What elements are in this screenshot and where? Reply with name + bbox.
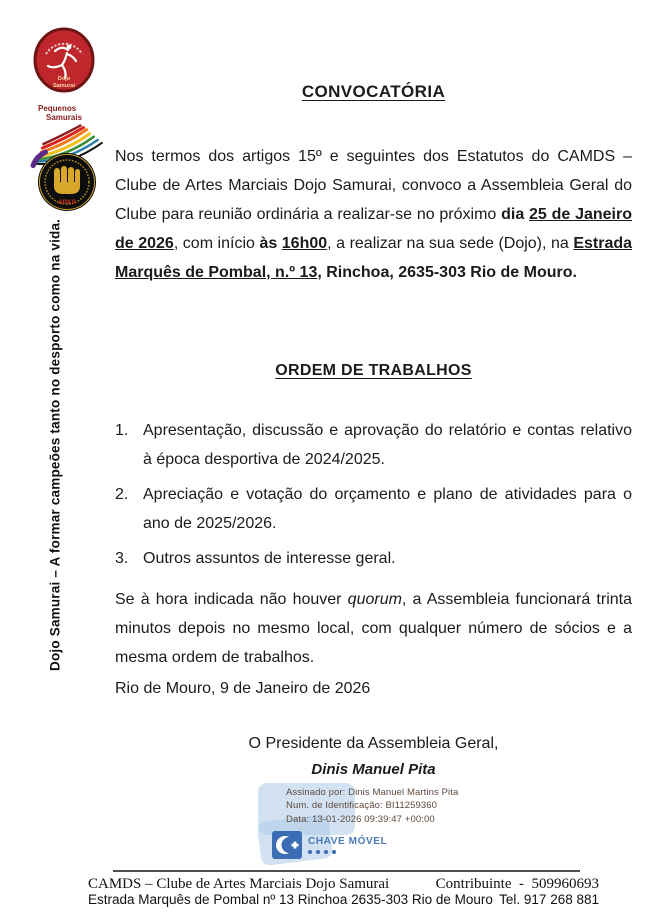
pequenos-samurais-label: Pequenos Samurais — [38, 104, 83, 122]
footer-contribuinte: Contribuinte - 509960693 — [435, 876, 599, 892]
karate-figure-icon — [33, 27, 95, 95]
signature-name: Dinis Manuel Pita — [311, 761, 436, 778]
dojo-samurai-badge-logo — [33, 27, 95, 95]
svg-text:Dojo: Dojo — [57, 76, 71, 82]
footer-org-name: CAMDS – Clube de Artes Marciais Dojo Samurai — [88, 876, 390, 892]
stamp-id-number: Num. de Identificação: BI11259360 — [286, 800, 437, 812]
agenda-item: 1. Apresentação, discussão e aprovação do relatório e contas relativo à época desportiva de 2024/2025. — [115, 422, 632, 468]
footer-divider — [113, 870, 580, 872]
agenda-item: 3. Outros assuntos de interesse geral. — [115, 550, 396, 567]
footer-phone: Tel. 917 268 881 — [499, 892, 599, 907]
agenda-heading: ORDEM DE TRABALHOS — [275, 362, 472, 379]
stamp-date: Data: 13-01-2026 09:39:47 +00:00 — [286, 813, 435, 825]
page-title: CONVOCATÓRIA — [301, 82, 446, 101]
chave-movel-logo — [272, 831, 387, 859]
agenda-list — [115, 416, 632, 579]
footer-address: Estrada Marquês de Pombal nº 13 Rinchoa 2635-303 Rio de Mouro — [88, 892, 493, 907]
stamp-signed-by: Assinado por: Dinis Manuel Martins Pita — [286, 787, 459, 798]
sidebar-motto: Dojo Samurai – A formar campeões tanto no desporto como na vida. — [47, 218, 63, 672]
fist-icon — [36, 151, 98, 213]
digital-signature-stamp — [286, 786, 458, 826]
intro-paragraph: Nos termos dos artigos 15º e seguintes dos Estatutos do CAMDS – Clube de Artes Marciais Dojo Samurai, convoco a Assembleia Geral do Clube para reunião ordinária a realizar-se no próximo dia 25 de Janeiro de 2026, com início às 16h00, a realizar na sua sede (Dojo), na Estrada Marquês de Pombal, n.º 13, Rinchoa, 2635-303 Rio de Mouro. — [115, 148, 633, 281]
chave-movel-dots — [308, 850, 387, 854]
signature-role-line: O Presidente da Assembleia Geral, — [248, 735, 499, 752]
apks-badge-logo — [36, 151, 98, 213]
footer-right — [436, 876, 599, 908]
svg-text:Samurai: Samurai — [52, 83, 76, 89]
agenda-item: 2. Apreciação e votação do orçamento e plano de atividades para o ano de 2025/2026. — [115, 486, 632, 532]
svg-text:APKS: APKS — [57, 199, 77, 206]
quorum-paragraph: Se à hora indicada não houver quorum, a Assembleia funcionará trinta minutos depois no mesmo local, com qualquer número de sócios e a mesma ordem de trabalhos. — [115, 591, 633, 666]
chave-movel-label: CHAVE MÓVEL — [308, 836, 388, 847]
footer-left — [88, 876, 493, 908]
chave-movel-icon — [272, 831, 302, 859]
dateline: Rio de Mouro, 9 de Janeiro de 2026 — [115, 680, 371, 697]
